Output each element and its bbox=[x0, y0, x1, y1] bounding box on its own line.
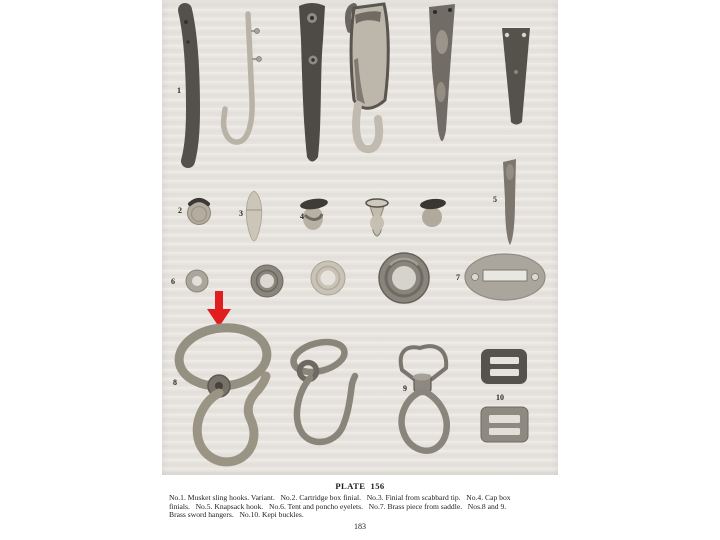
plate-caption bbox=[169, 494, 559, 520]
artifact-sling-hook-mottled bbox=[348, 4, 388, 149]
item-number-6: 6 bbox=[171, 277, 175, 286]
item-number-5: 5 bbox=[493, 195, 497, 204]
caption-line-3: Brass sword hangers. No.10. Kepi buckles. bbox=[169, 510, 304, 520]
artifact-illustration bbox=[162, 0, 558, 475]
artifact-kepi-buckle-dark bbox=[481, 349, 527, 384]
artifact-cartridge-box-finial bbox=[188, 200, 211, 225]
plate-title: PLATE 156 bbox=[335, 481, 385, 491]
artifact-knapsack-hook bbox=[503, 159, 516, 245]
artifact-eyelet-small bbox=[186, 270, 208, 292]
artifact-eyelet-light bbox=[311, 261, 345, 295]
artifact-sword-hanger-small bbox=[290, 337, 355, 442]
artifact-saddle-plate bbox=[465, 254, 545, 300]
caption-line-1: No.1. Musket sling hooks. Variant. No.2. Cartridge box finial. No.3. Finial from scabbard tip. No.4. Cap box bbox=[169, 493, 511, 502]
artifact-eyelet-medium bbox=[251, 265, 283, 297]
artifact-cap-box-finial-b bbox=[366, 199, 388, 236]
artifact-sling-hook-paddle bbox=[299, 3, 325, 162]
artifact-sling-hook-taper bbox=[429, 4, 455, 141]
artifact-scabbard-tip-finial bbox=[246, 191, 262, 241]
plate-photograph bbox=[162, 0, 558, 475]
item-number-1: 1 bbox=[177, 86, 181, 95]
red-arrow-icon bbox=[207, 291, 231, 327]
page-number: 183 bbox=[354, 522, 366, 531]
item-number-7: 7 bbox=[456, 273, 460, 282]
artifact-sword-hanger-large bbox=[176, 324, 270, 462]
artifact-kepi-buckle-light bbox=[481, 407, 528, 442]
item-number-9: 9 bbox=[403, 384, 407, 393]
caption-line-2: finials. No.5. Knapsack hook. No.6. Tent and poncho eyelets. No.7. Brass piece from saddle. Nos.8 and 9. bbox=[169, 501, 507, 511]
artifact-cap-box-finial-c bbox=[420, 198, 447, 227]
item-number-10: 10 bbox=[496, 393, 504, 402]
item-number-4: 4 bbox=[300, 212, 304, 221]
artifact-sling-hook-strap bbox=[184, 10, 193, 161]
artifact-sling-hook-trapezoid bbox=[502, 28, 530, 125]
item-number-8: 8 bbox=[173, 378, 177, 387]
item-number-2: 2 bbox=[178, 206, 182, 215]
artifact-sling-hook-rod bbox=[224, 14, 262, 142]
artifact-swivel-hook bbox=[401, 346, 447, 450]
artifact-grommet-large bbox=[379, 253, 429, 303]
item-number-3: 3 bbox=[239, 209, 243, 218]
